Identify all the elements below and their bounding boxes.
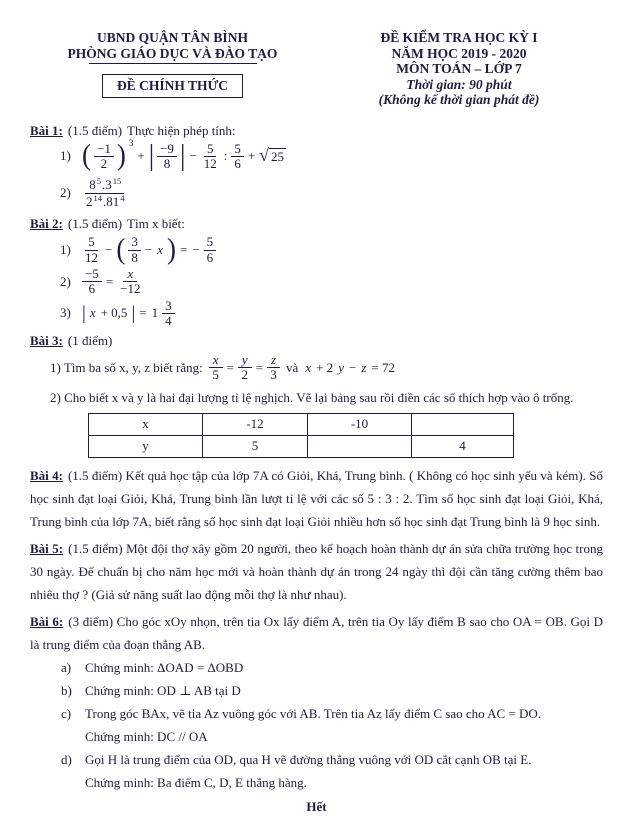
sub-item-a: [30, 656, 603, 679]
doc-header: [30, 30, 603, 108]
org-block: [30, 30, 315, 98]
problem-paragraph-b4: [30, 464, 603, 533]
official-stamp-box: ĐỀ CHÍNH THỨC: [102, 74, 243, 98]
problem-label: Bài 3:: [30, 333, 63, 349]
exam-title-line-2: NĂM HỌC 2019 - 2020: [391, 45, 527, 61]
xy-table: [88, 413, 514, 458]
section-b3-heading: [30, 332, 603, 350]
problem-title: Thực hiện phép tính:: [127, 122, 236, 138]
problem-paragraph-b6: [30, 610, 603, 656]
problem-paragraph-b5: [30, 537, 603, 606]
org-line-1: UBND QUẬN TÂN BÌNH: [97, 30, 248, 45]
item-text: 1) Tìm ba số x, y, z biết rằng:: [50, 359, 203, 375]
sub-item-text: Trong góc BAx, vẽ tia Az vuông góc với AB. Trên tia Az lấy điểm C sao cho AC = DO.: [85, 705, 542, 721]
sub-item-c: [30, 702, 603, 725]
table-cell: 5: [203, 435, 308, 457]
org-line-2: PHÒNG GIÁO DỤC VÀ ĐÀO TẠO: [67, 45, 278, 61]
math-line: [30, 267, 603, 297]
sub-item-c-continuation: Chứng minh: DC // OA: [85, 728, 208, 744]
problem-title: Tìm x biết:: [127, 216, 185, 232]
item-number: 1): [60, 242, 71, 258]
problem-label: Bài 5:: [30, 540, 64, 556]
math-line: [30, 353, 603, 383]
sub-item-text: Gọi H là trung điểm của OD, qua H vẽ đường thẳng vuông với OD cắt cạnh OB tại E.: [85, 751, 532, 767]
problem-text: (1.5 điểm) Một đội thợ xây gồm 20 người, theo kế hoạch hoàn thành dự án sửa chữa trường học trong 30 ngày. Để chuẩn bị cho năm học mới và hoàn thành dự án trong 24 ngày thì đội cần tăng cường thêm bao nhiêu thợ ? (Giả sử năng suất lao động mỗi thợ là như nhau).: [30, 540, 603, 602]
problem-label: Bài 6:: [30, 613, 64, 629]
section-b2-heading: [30, 215, 603, 233]
table-cell: 4: [412, 435, 514, 457]
sub-item-marker: b): [61, 682, 72, 698]
table-cell: -12: [203, 413, 308, 435]
math-line: [30, 137, 603, 172]
exam-duration: Thời gian: 90 phút: [406, 76, 512, 92]
math-line: [30, 235, 603, 265]
problem-text: (3 điểm) Cho góc xOy nhọn, trên tia Ox lấy điểm A, trên tia Oy lấy điểm B sao cho OA = OB. Gọi D là trung điểm của đoạn thẳng AB.: [30, 613, 603, 652]
math-expression: | x + 0,5 | = 1 3 4: [82, 299, 175, 329]
math-expression: $\frac{x}{5}$ = $\frac{y}{2}$ = $\frac{z}{3}$: [209, 353, 280, 383]
exam-duration-note: (Không kể thời gian phát đề): [378, 92, 540, 107]
math-expression: $\frac{-5}{6}$ = $\frac{x}{-12}$: [82, 267, 144, 297]
problem-label: Bài 2:: [30, 216, 63, 232]
exam-title-line-3: MÔN TOÁN – LỚP 7: [396, 61, 522, 76]
table-cell: y: [89, 435, 203, 457]
item-number: 3): [60, 305, 71, 321]
item-text: và: [286, 359, 299, 375]
table-row: [89, 413, 514, 435]
problem-points: (1.5 điểm): [67, 216, 123, 232]
problem-label: Bài 4:: [30, 467, 63, 483]
sub-item-d-continuation: Chứng minh: Ba điểm C, D, E thẳng hàng.: [85, 774, 307, 790]
item-number: 2): [60, 273, 71, 289]
table-cell: x: [89, 413, 203, 435]
math-expression: ( −1 2 ) $^3$ + | −9 8 | − $\frac{5}{12}$ : 5 6 + √ 25: [82, 137, 285, 172]
sub-item-d: [30, 748, 603, 771]
sub-item-marker: d): [61, 751, 72, 767]
sub-item-marker: c): [61, 705, 72, 721]
math-line: [30, 299, 603, 329]
problem-paragraph: 2) Cho biết x và y là hai đại lượng tỉ lệ nghịch. Vẽ lại bảng sau rồi điền các số thích hợp vào ô trống.: [50, 389, 574, 405]
end-marker: Hết: [306, 798, 327, 814]
item-number: 2): [60, 185, 71, 201]
table-cell: [308, 435, 412, 457]
table-cell: [412, 413, 514, 435]
table-cell: -10: [308, 413, 412, 435]
math-expression: $8^5.3^{15}$ $2^{14}.81^4$: [86, 176, 125, 210]
section-b1-heading: [30, 122, 603, 140]
table-row: [89, 435, 514, 457]
math-expression: x + 2 y − z = 72: [305, 359, 395, 375]
sub-item-text: Chứng minh: ΔOAD = ΔOBD: [85, 659, 244, 675]
sub-item-text: Chứng minh: OD ⊥ AB tại D: [85, 682, 241, 698]
problem-text: (1.5 điểm) Kết quả học tập của lớp 7A có Giỏi, Khá, Trung bình. ( Không có học sinh yếu và kém). Số học sinh đạt loại Giỏi, Khá, Trung bình lần lượt tỉ lệ với các số 5 : 3 : 2. Tìm số học sinh đạt loại Giỏi, Khá, Trung bình của lớp 7A, biết rằng số học sinh đạt loại Giỏi nhiều hơn số học sinh đạt Trung bình là 9 học sinh.: [30, 467, 603, 529]
sub-item-marker: a): [61, 659, 72, 675]
problem-points: (1.5 điểm): [67, 122, 123, 138]
exam-title-line-1: ĐỀ KIỂM TRA HỌC KỲ I: [380, 30, 538, 45]
problem-points: (1 điểm): [67, 333, 113, 349]
sub-item-b: [30, 679, 603, 702]
math-expression: 5 12 − ( 3 8 − x ) = − $\frac{5}{6}$: [82, 235, 216, 265]
exam-title-block: [315, 30, 603, 108]
problem-label: Bài 1:: [30, 122, 63, 138]
math-line: [30, 177, 603, 209]
item-number: 1): [60, 148, 71, 164]
